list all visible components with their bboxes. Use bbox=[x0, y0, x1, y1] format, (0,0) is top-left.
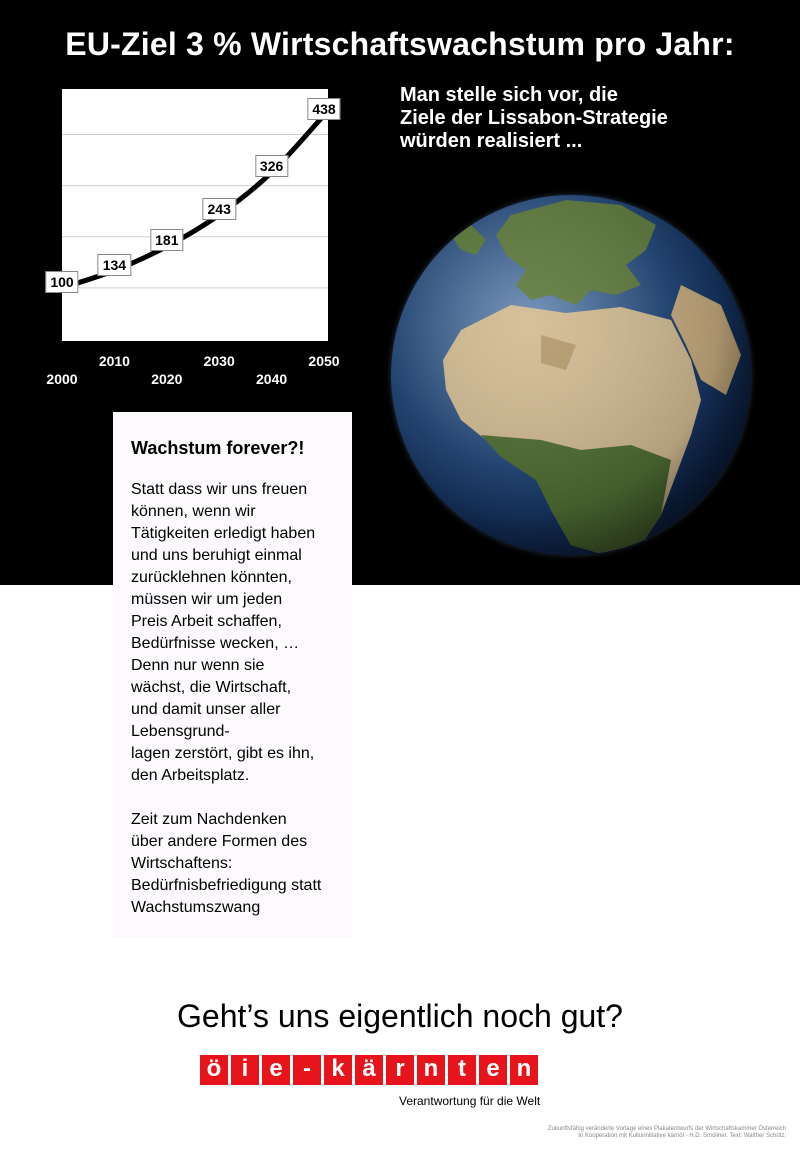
teaser-line: Man stelle sich vor, die bbox=[400, 84, 618, 106]
brand-letter: ä bbox=[355, 1055, 383, 1085]
growth-chart bbox=[50, 89, 336, 341]
textbox-line: und uns beruhigt einmal bbox=[131, 547, 302, 564]
textbox-line: Wirtschaftens: bbox=[131, 855, 233, 872]
x-tick-label: 2020 bbox=[151, 371, 183, 387]
brand-letter: - bbox=[293, 1055, 321, 1085]
textbox-line: zurücklehnen könnten, bbox=[131, 569, 292, 586]
brand-letter: n bbox=[510, 1055, 538, 1085]
data-label: 326 bbox=[255, 155, 288, 177]
textbox-line: Wachstumszwang bbox=[131, 899, 261, 916]
textbox-line: lagen zerstört, gibt es ihn, bbox=[131, 745, 315, 762]
growth-chart-svg bbox=[62, 89, 328, 341]
textbox-paragraph-2 bbox=[131, 809, 352, 919]
textbox-line: wächst, die Wirtschaft, bbox=[131, 679, 292, 696]
data-label: 134 bbox=[98, 254, 131, 276]
credits-line-2: In Kooperation mit Kulturinitiative kärnöl - H.D. Smoliner. Text: Walther Schütz. bbox=[578, 1133, 786, 1139]
textbox-paragraph-1 bbox=[131, 479, 352, 787]
teaser-line: würden realisiert ... bbox=[400, 130, 583, 152]
globe-landmass-drawing bbox=[391, 195, 751, 555]
textbox-line: den Arbeitsplatz. bbox=[131, 767, 250, 784]
textbox-line: Tätigkeiten erledigt haben bbox=[131, 525, 316, 542]
textbox-line: Bedürfnisbefriedigung statt bbox=[131, 877, 322, 894]
x-tick-label: 2050 bbox=[308, 353, 340, 369]
x-tick-label: 2000 bbox=[46, 371, 78, 387]
teaser-line: Ziele der Lissabon-Strategie bbox=[400, 107, 668, 129]
page-headline: EU-Ziel 3 % Wirtschaftswachstum pro Jahr: bbox=[65, 26, 735, 62]
brand-letter: n bbox=[417, 1055, 445, 1085]
data-label: 100 bbox=[45, 271, 78, 293]
textbox-line: und damit unser aller bbox=[131, 701, 281, 718]
earth-globe-icon bbox=[391, 195, 751, 555]
brand-letter: k bbox=[324, 1055, 352, 1085]
brand-letter: i bbox=[231, 1055, 259, 1085]
brand-letter: ö bbox=[200, 1055, 228, 1085]
x-tick-label: 2030 bbox=[203, 353, 235, 369]
slogan: Geht’s uns eigentlich noch gut? bbox=[177, 998, 623, 1034]
teaser-text bbox=[400, 84, 760, 153]
data-label: 243 bbox=[203, 198, 236, 220]
textbox-line: Zeit zum Nachdenken bbox=[131, 811, 287, 828]
textbox-line: Denn nur wenn sie bbox=[131, 657, 265, 674]
textbox-line: müssen wir um jeden bbox=[131, 591, 283, 608]
textbox-line: über andere Formen des bbox=[131, 833, 308, 850]
x-tick-label: 2010 bbox=[98, 353, 130, 369]
brand-logo bbox=[200, 1055, 538, 1085]
brand-letter: r bbox=[386, 1055, 414, 1085]
brand-tagline: Verantwortung für die Welt bbox=[399, 1094, 541, 1108]
brand-letter: e bbox=[262, 1055, 290, 1085]
brand-letter: e bbox=[479, 1055, 507, 1085]
textbox-line: Lebensgrund- bbox=[131, 723, 230, 740]
text-box bbox=[113, 412, 352, 938]
credits-line-1: Zukunftsfähig veränderte Vorlage eines Plakatentwurfs der Wirtschaftskammer Österreich bbox=[547, 1126, 786, 1132]
brand-letter: t bbox=[448, 1055, 476, 1085]
textbox-title: Wachstum forever?! bbox=[131, 438, 305, 458]
x-tick-label: 2040 bbox=[256, 371, 288, 387]
textbox-line: Bedürfnisse wecken, … bbox=[131, 635, 300, 652]
textbox-line: Preis Arbeit schaffen, bbox=[131, 613, 282, 630]
textbox-line: Statt dass wir uns freuen bbox=[131, 481, 308, 498]
credits bbox=[548, 1126, 786, 1140]
textbox-line: können, wenn wir bbox=[131, 503, 256, 520]
data-label: 181 bbox=[150, 229, 183, 251]
data-label: 438 bbox=[307, 98, 340, 120]
